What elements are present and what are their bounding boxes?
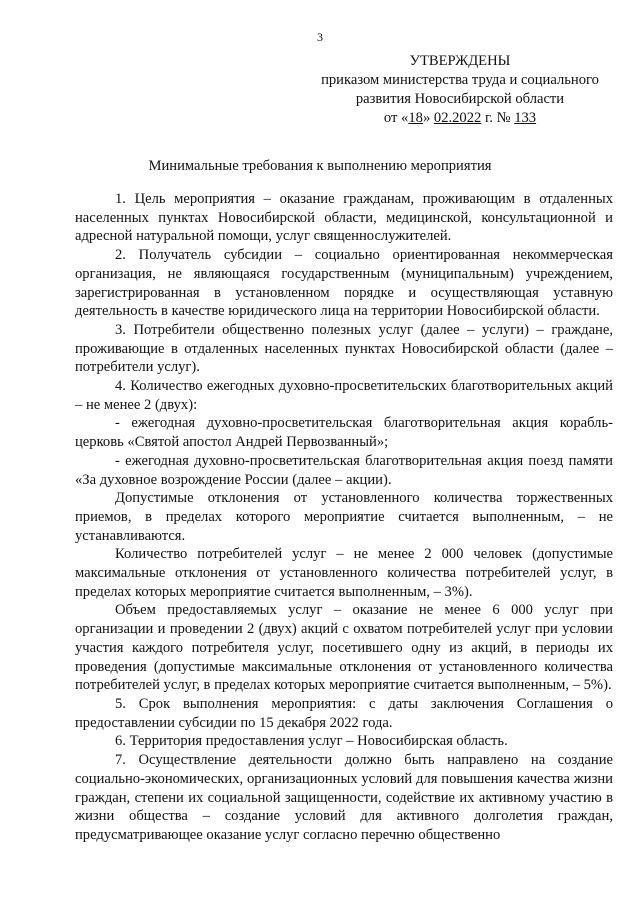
paragraph-6: 6. Территория предоставления услуг – Новосибирская область. [115,733,508,750]
paragraph-5: 5. Срок выполнения мероприятия: с даты заключения Соглашения о предоставлении субсидии по 15 декабря 2022 года. [75,695,613,731]
paragraph-volume: Объем предоставляемых услуг – оказание не менее 6 000 услуг при организации и проведении 2 (двух) акций с охватом потребителей услуг при условии участия каждого потребителя услуг, посетившего одну из акций, в периоды их проведения (допустимые максимальные отклонения от установленного количества потребителей услуг, в пределах которых мероприятие считается выполненным, – 5%). [75,602,613,694]
approval-month-year: 02.2022 [433,110,482,126]
approval-number: 133 [514,110,537,126]
document-title: Минимальные требования к выполнению мероприятия [148,158,492,174]
date-mid: » [422,110,434,126]
number-prefix: г. № [481,110,515,126]
page-number: 3 [317,30,323,44]
document-body [75,190,613,845]
approval-line-1: приказом министерства труда и социального [321,72,599,88]
paragraph-4-item-1: - ежегодная духовно-просветительская благотворительная акция корабль-церковь «Святой апостол Андрей Первозванный»; [75,415,613,451]
date-prefix: от « [383,110,409,126]
paragraph-4: 4. Количество ежегодных духовно-просветительских благотворительных акций – не менее 2 (двух): [75,378,613,413]
paragraph-1: 1. Цель мероприятия – оказание гражданам, проживающим в отдаленных населенных пунктах Новосибирской области, медицинской, консультационной и адресной натуральной помощи, услуг священнослужителей. [75,191,613,245]
approval-heading: УТВЕРЖДЕНЫ [409,53,511,69]
paragraph-deviations: Допустимые отклонения от установленного количества торжественных приемов, в пределах которого мероприятие считается выполненным, – не устанавливаются. [75,490,613,544]
approval-day: 18 [408,110,423,126]
paragraph-consumers: Количество потребителей услуг – не менее 2 000 человек (допустимые максимальные отклонения от установленного количества потребителей услуг, в пределах которых мероприятие считается выполненным, – 3%). [75,546,613,600]
approval-date-line [310,109,610,128]
paragraph-4-item-2: - ежегодная духовно-просветительская благотворительная акция поезд памяти «За духовное возрождение России (далее – акции). [75,452,613,488]
paragraph-7: 7. Осуществление деятельности должно быть направлено на создание социально-экономических, организационных условий для повышения качества жизни граждан, степени их социальной защищенности, содействие их активному участию в жизни общества – создание условий для активного долголетия граждан, предусматривающее оказание услуг согласно перечню общественно [75,752,613,843]
paragraph-2: 2. Получатель субсидии – социально ориентированная некоммерческая организация, не являющаяся государственным (муниципальным) учреждением, зарегистрированная в установленном порядке и осуществляющая уставную деятельность в качестве юридического лица на территории Новосибирской области. [75,247,613,320]
paragraph-3: 3. Потребители общественно полезных услуг (далее – услуги) – граждане, проживающие в отдаленных населенных пунктах Новосибирской области (далее – потребители услуг). [75,321,613,376]
approval-line-2: развития Новосибирской области [355,91,565,107]
approval-block [310,52,610,128]
